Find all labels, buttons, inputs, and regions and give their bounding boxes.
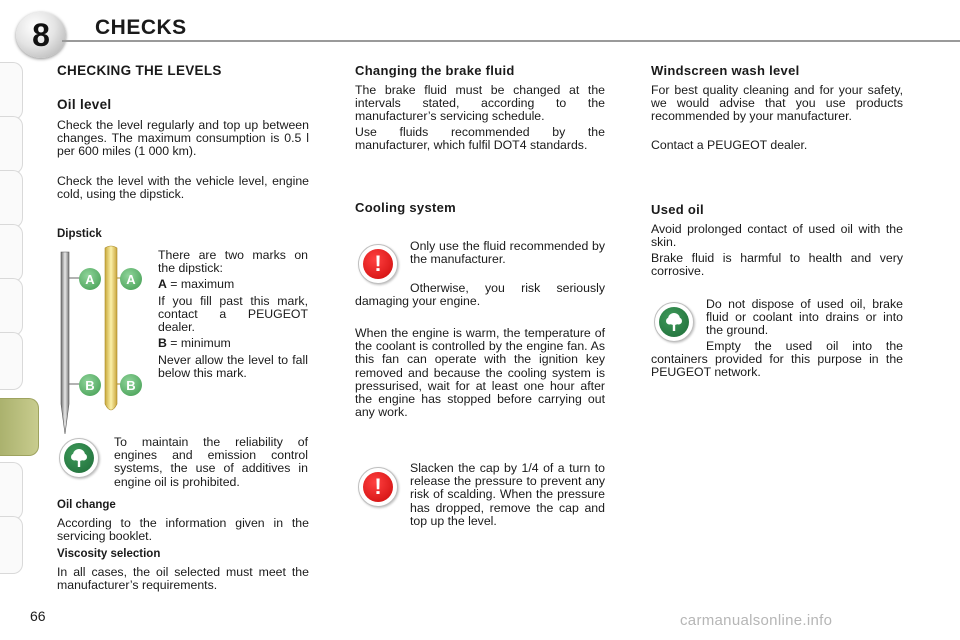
- chapter-tab[interactable]: [0, 62, 23, 120]
- used-oil-text-1: Avoid prolonged contact of used oil with the skin.: [651, 222, 903, 250]
- brake-fluid-text-2: Use fluids recommended by the manufacturer, which fulfil DOT4 standards.: [355, 125, 605, 153]
- mark-b-note: Never allow the level to fall below this mark.: [158, 353, 308, 381]
- header-divider: [62, 40, 960, 42]
- used-oil-eco-1: Do not dispose of used oil, brake fluid or coolant into drains or into the ground.: [706, 297, 903, 338]
- environment-icon: [59, 438, 99, 478]
- heading-oil-change: Oil change: [57, 499, 116, 511]
- cooling-warning-1b: Otherwise, you risk seriously damaging your engine.: [355, 281, 605, 309]
- additives-note: To maintain the reliability of engines and emission control systems, the use of additives in engine oil is prohibited.: [114, 435, 308, 489]
- page-number: 66: [30, 608, 46, 624]
- mark-b-label: B: [120, 374, 142, 396]
- cooling-warning-1a: Only use the fluid recommended by the manufacturer.: [410, 239, 605, 267]
- section-title-levels: CHECKING THE LEVELS: [57, 63, 222, 78]
- mark-b-letter: B: [158, 336, 167, 350]
- cooling-warning-2: Slacken the cap by 1/4 of a turn to release the pressure to prevent any risk of scalding. When the pressure has dropped, remove the cap and top up the level.: [410, 461, 605, 528]
- heading-dipstick: Dipstick: [57, 228, 102, 240]
- chapter-tab-active[interactable]: [0, 398, 39, 456]
- used-oil-text-2: Brake fluid is harmful to health and very corrosive.: [651, 251, 903, 279]
- used-oil-eco-2: Empty the used oil into the containers provided for this purpose in the PEUGEOT network.: [651, 339, 903, 380]
- chapter-tab[interactable]: [0, 462, 23, 520]
- mark-a-definition: [158, 278, 308, 291]
- heading-oil-level: Oil level: [57, 97, 112, 112]
- brake-fluid-text-1: The brake fluid must be changed at the intervals stated, according to the manufacturer’s servicing schedule.: [355, 83, 605, 124]
- viscosity-text: In all cases, the oil selected must meet the manufacturer’s requirements.: [57, 565, 309, 593]
- mark-a-note: If you fill past this mark, contact a PEUGEOT dealer.: [158, 294, 308, 335]
- heading-cooling-system: Cooling system: [355, 200, 456, 215]
- chapter-tab[interactable]: [0, 170, 23, 228]
- page-title: CHECKS: [95, 16, 187, 39]
- oil-change-text: According to the information given in the servicing booklet.: [57, 516, 309, 544]
- heading-used-oil: Used oil: [651, 202, 704, 217]
- mark-a-letter: A: [158, 277, 167, 291]
- chapter-tab[interactable]: [0, 224, 23, 282]
- chapter-tabs: [0, 0, 40, 640]
- wash-text-2: Contact a PEUGEOT dealer.: [651, 138, 808, 152]
- heading-brake-fluid: Changing the brake fluid: [355, 63, 515, 78]
- mark-a-label: A: [120, 268, 142, 290]
- mark-b-definition: [158, 337, 308, 350]
- oil-level-text-2: Check the level with the vehicle level, engine cold, using the dipstick.: [57, 174, 309, 202]
- cooling-body: When the engine is warm, the temperature of the coolant is controlled by the engine fan. As this fan can operate with the ignition key removed and because the cooling system is pressurised, wait for at least one hour after the engine has stopped before carrying out any work.: [355, 326, 605, 420]
- chapter-number-badge: 8: [16, 12, 66, 58]
- mark-a-label: A: [79, 268, 101, 290]
- dipstick-intro: There are two marks on the dipstick:: [158, 248, 308, 276]
- environment-icon: [654, 302, 694, 342]
- chapter-tab[interactable]: [0, 278, 23, 336]
- mark-b-label: B: [79, 374, 101, 396]
- warning-icon: !: [358, 467, 398, 507]
- chapter-tab[interactable]: [0, 332, 23, 390]
- heading-windscreen-wash: Windscreen wash level: [651, 63, 800, 78]
- oil-level-text-1: Check the level regularly and top up between changes. The maximum consumption is 0.5 l per 600 miles (1 000 km).: [57, 118, 309, 159]
- cooling-warning-2a: [410, 462, 605, 528]
- wash-text-1: For best quality cleaning and for your safety, we would advise that you use products recommended by your manufacturer.: [651, 83, 903, 124]
- heading-viscosity: Viscosity selection: [57, 548, 161, 560]
- warning-icon: !: [358, 244, 398, 284]
- mark-a-meaning: = maximum: [166, 277, 235, 291]
- tree-icon: [68, 447, 90, 469]
- chapter-tab[interactable]: [0, 116, 23, 174]
- watermark: carmanualsonline.info: [680, 612, 833, 629]
- chapter-tab[interactable]: [0, 516, 23, 574]
- mark-b-meaning: = minimum: [166, 336, 231, 350]
- tree-icon: [663, 311, 685, 333]
